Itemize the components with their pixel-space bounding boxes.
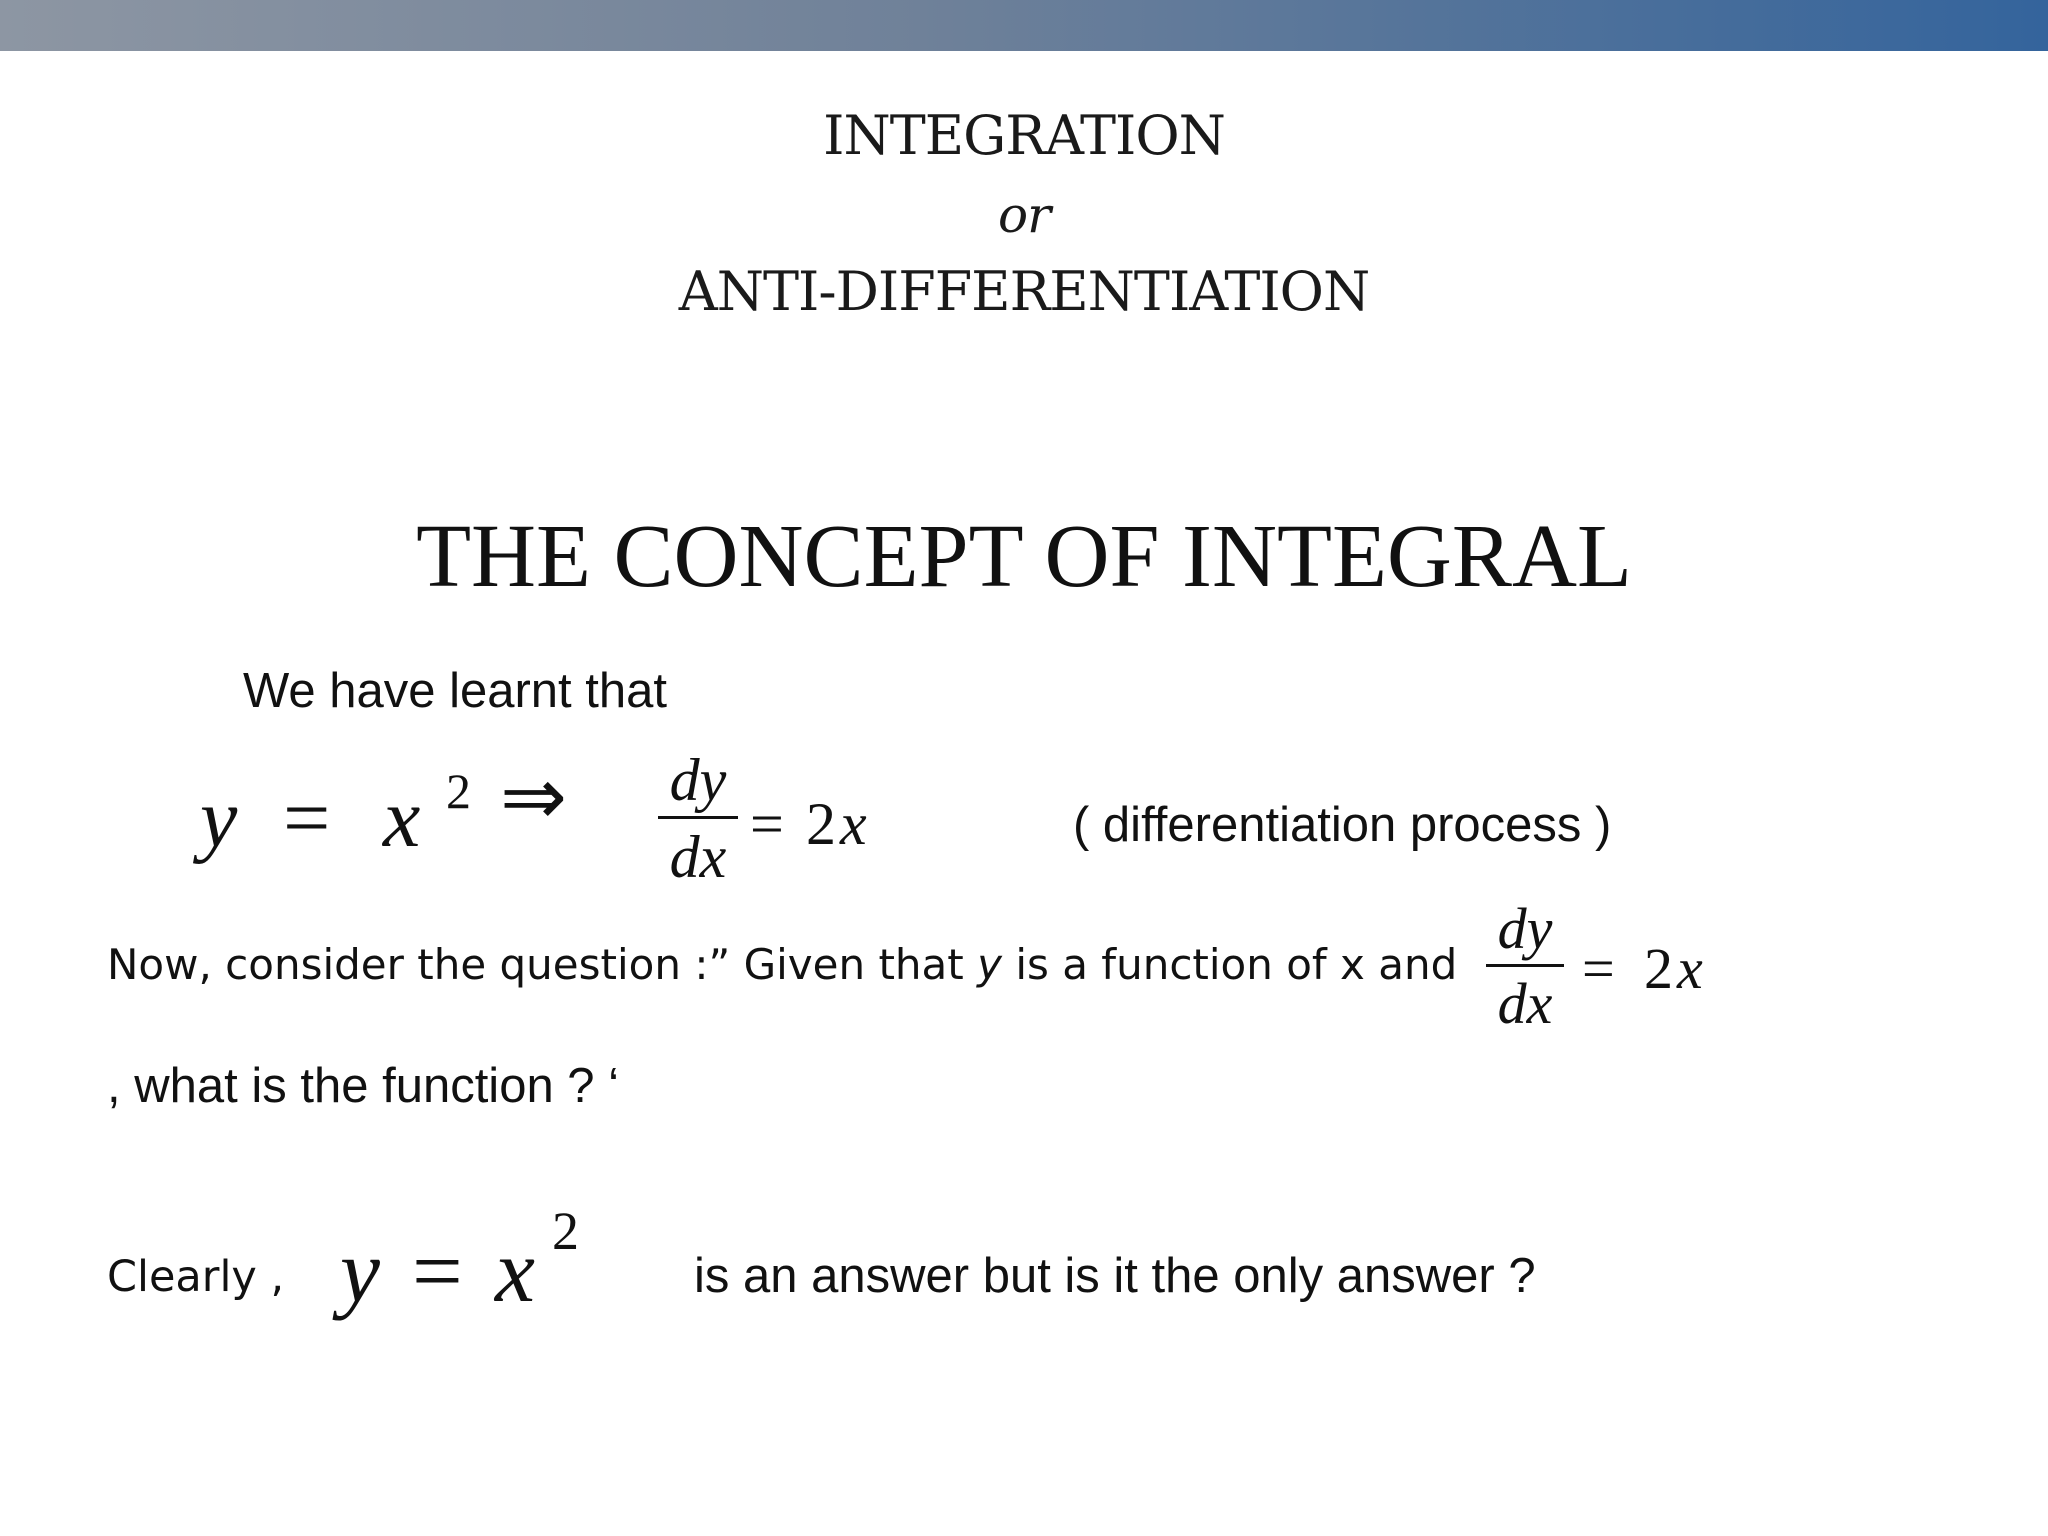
eq2-denominator: dx <box>1497 971 1553 1036</box>
eq1-rhs-equals: = <box>750 791 784 857</box>
eq3-y: y <box>340 1222 380 1321</box>
question-text <box>107 940 1457 989</box>
eq2-rhs-coef: 2 <box>1644 936 1673 1001</box>
eq1-exponent: 2 <box>446 763 471 819</box>
eq1-derivative <box>658 747 738 890</box>
question-italic-y: y <box>977 940 1002 989</box>
eq3-exponent: 2 <box>552 1201 579 1261</box>
question-tail: , what is the function ? ‘ <box>107 1059 620 1113</box>
eq1-x: x <box>383 772 421 865</box>
eq1-rhs-var: x <box>840 791 867 857</box>
top-accent-bar <box>0 0 2048 51</box>
eq2-rhs-equals: = <box>1582 936 1615 1001</box>
eq2-numerator: dy <box>1497 896 1553 961</box>
question-part2: is a function of x and <box>1001 940 1458 989</box>
eq2-fraction-bar <box>1486 964 1564 967</box>
clearly-label: Clearly , <box>107 1252 285 1302</box>
eq1-denominator: dx <box>669 824 727 890</box>
eq1-y: y <box>200 772 238 865</box>
question-part1: Now, consider the question :” Given that <box>107 940 978 989</box>
intro-text: We have learnt that <box>243 664 668 718</box>
eq3-x: x <box>495 1222 535 1321</box>
slide-heading: THE CONCEPT OF INTEGRAL <box>416 507 1632 606</box>
eq2-rhs-var: x <box>1677 936 1703 1001</box>
eq3-equals: = <box>412 1222 463 1321</box>
title-or: or <box>997 186 1050 244</box>
answer-text: is an answer but is it the only answer ? <box>694 1249 1536 1303</box>
differentiation-note: ( differentiation process ) <box>1073 798 1612 852</box>
eq1-implies: ⇒ <box>500 754 568 842</box>
eq1-rhs-coef: 2 <box>806 791 836 857</box>
eq1-equals: = <box>283 772 331 865</box>
eq1-fraction-bar <box>658 816 738 819</box>
eq1-numerator: dy <box>669 747 727 813</box>
eq2-derivative <box>1486 896 1564 1036</box>
title-anti-differentiation: ANTI-DIFFERENTIATION <box>678 260 1370 323</box>
title-integration: INTEGRATION <box>823 104 1225 167</box>
